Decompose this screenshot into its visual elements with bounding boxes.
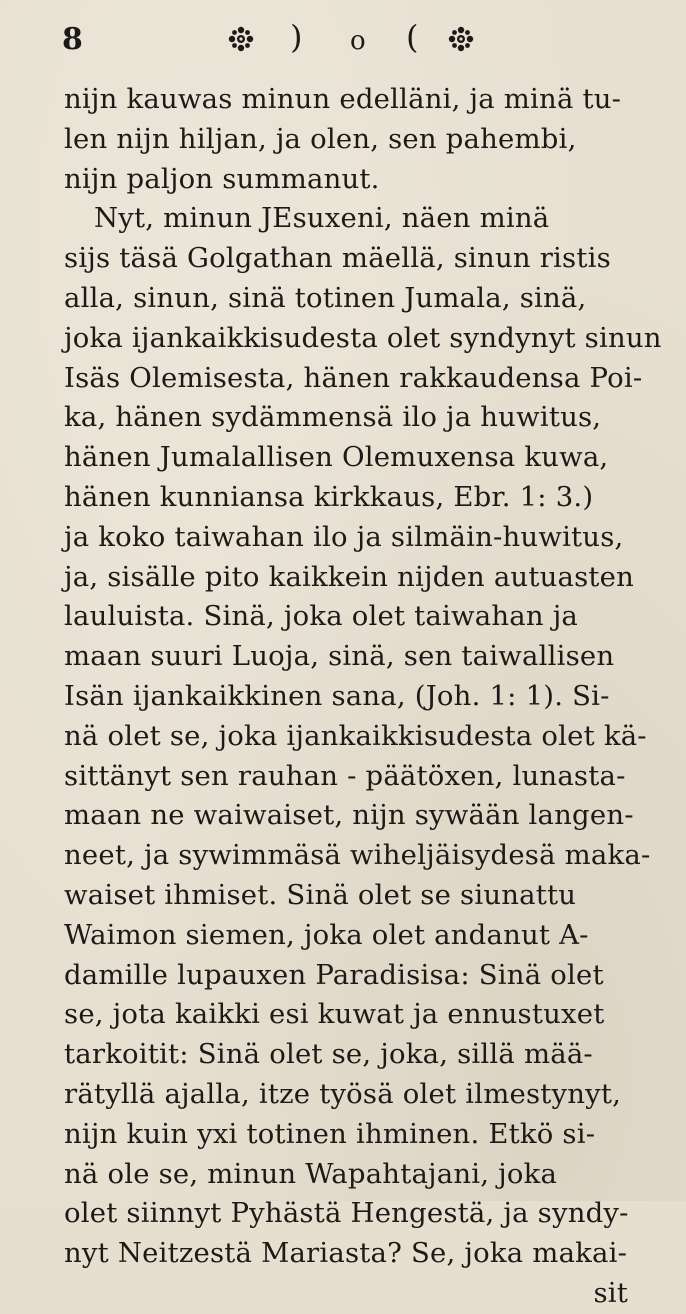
text-line: damille lupauxen Paradisisa: Sinä olet — [64, 958, 604, 991]
text-line: nä olet se, joka ijankaikkisudesta olet kä- — [64, 719, 647, 752]
text-line: len nijn hiljan, ja olen, sen pahembi, — [64, 122, 577, 155]
text-line: Waimon siemen, joka olet andanut A- — [64, 918, 589, 951]
header-paren-right: ( — [406, 18, 419, 56]
text-line: se, jota kaikki esi kuwat ja ennustuxet — [64, 998, 605, 1031]
text-line: nä ole se, minun Wapahtajani, joka — [64, 1157, 558, 1190]
text-line: rätyllä ajalla, itze työsä olet ilmestynyt, — [64, 1077, 622, 1110]
text-line: nyt Neitzestä Mariasta? Se, joka makai- — [64, 1237, 628, 1270]
text-line: joka ijankaikkisudesta olet syndynyt sinun — [64, 321, 662, 354]
text-line: sittänyt sen rauhan - päätöxen, lunasta- — [64, 759, 626, 792]
header-circle-mark: o — [350, 26, 366, 56]
text-line: sijs täsä Golgathan mäellä, sinun ristis — [64, 242, 611, 275]
text-line: neet, ja sywimmäsä wiheljäisydesä maka- — [64, 839, 651, 872]
text-line: nijn kuin yxi totinen ihminen. Etkö si- — [64, 1117, 596, 1150]
body-text — [64, 80, 662, 1314]
text-line: ka, hänen sydämmensä ilo ja huwitus, — [64, 401, 602, 434]
catchword: sit — [593, 1276, 628, 1309]
text-line: maan ne waiwaiset, nijn sywään langen- — [64, 799, 634, 832]
text-line: olet siinnyt Pyhästä Hengestä, ja syndy- — [64, 1197, 629, 1230]
text-line: hänen kunniansa kirkkaus, Ebr. 1: 3.) — [64, 480, 594, 513]
text-line: waiset ihmiset. Sinä olet se siunattu — [64, 878, 577, 911]
page-header — [58, 18, 618, 64]
text-line: nijn paljon summanut. — [64, 162, 380, 195]
text-line: Isäs Olemisesta, hänen rakkaudensa Poi- — [64, 361, 643, 394]
flower-ornament-icon — [226, 24, 256, 54]
text-line: maan suuri Luoja, sinä, sen taiwallisen — [64, 640, 615, 673]
text-line: Isän ijankaikkinen sana, (Joh. 1: 1). Si- — [64, 679, 610, 712]
text-line: hänen Jumalallisen Olemuxensa kuwa, — [64, 441, 609, 474]
header-paren-left: ) — [290, 18, 303, 56]
flower-ornament-icon — [446, 24, 476, 54]
text-line: lauluista. Sinä, joka olet taiwahan ja — [64, 600, 579, 633]
text-line: tarkoitit: Sinä olet se, joka, sillä mää- — [64, 1038, 593, 1071]
page-number: 8 — [62, 22, 83, 57]
text-line: alla, sinun, sinä totinen Jumala, sinä, — [64, 281, 587, 314]
text-line: ja, sisälle pito kaikkein nijden autuasten — [64, 560, 635, 593]
text-line: Nyt, minun JEsuxeni, näen minä — [94, 202, 550, 235]
text-line: nijn kauwas minun edelläni, ja minä tu- — [64, 83, 622, 115]
text-line: ja koko taiwahan ilo ja silmäin-huwitus, — [64, 520, 624, 553]
